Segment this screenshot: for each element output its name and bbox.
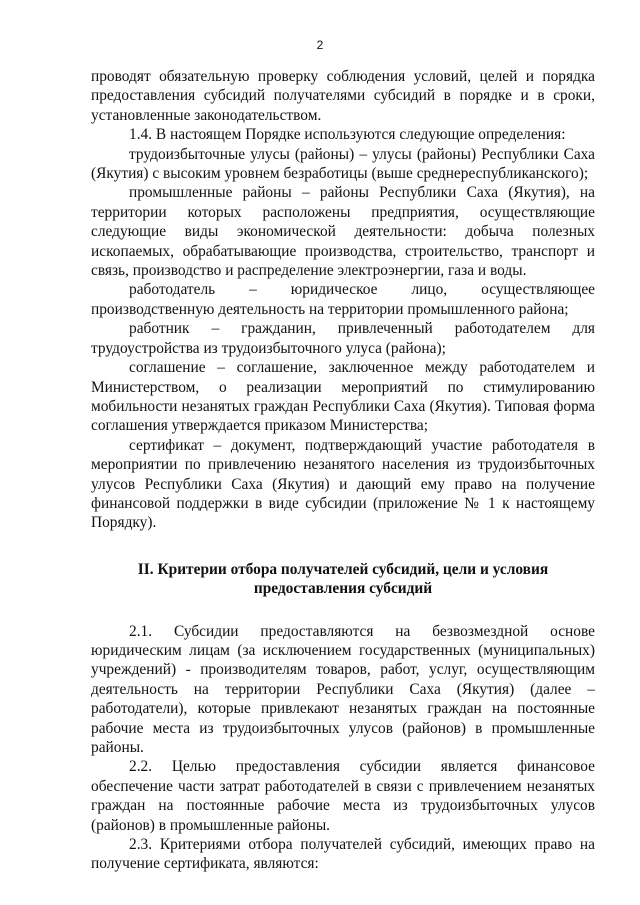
section-heading-line2: предоставления субсидий: [253, 580, 433, 598]
paragraph-definition-agreement: соглашение – соглашение, заключенное между работодателем и Министерством, о реализации мероприятий по стимулированию мобильности незанятых граждан Республики Саха (Якутия). Типовая форма соглашения утверждается приказом Министерства;: [91, 359, 595, 435]
section-heading: [91, 560, 595, 599]
section-heading-line1: II. Критерии отбора получателей субсидий, цели и условия: [137, 560, 549, 578]
document-body: [91, 67, 595, 874]
paragraph-definition-industrial-districts: промышленные районы – районы Республики Саха (Якутия), на территории которых расположены предприятия, осуществляющие следующие виды экономической деятельности: добыча полезных ископаемых, обрабатывающие производства, строительство, транспорт и связь, производство и распределение электроэнергии, газа и воды.: [91, 184, 595, 280]
paragraph-definitions-intro: 1.4. В настоящем Порядке используются следующие определения:: [129, 126, 566, 144]
paragraph-2-2: 2.2. Целью предоставления субсидии является финансовое обеспечение части затрат работодателей в связи с привлечением незанятых граждан на постоянные рабочие места из трудоизбыточных улусов (районов) в промышленные районы.: [91, 758, 595, 834]
page-number: 2: [316, 38, 324, 52]
paragraph-2-1: 2.1. Субсидии предоставляются на безвозмездной основе юридическим лицам (за исключением государственных (муниципальных) учреждений) - производителям товаров, работ, услуг, осуществляющим деятельность на территории Республики Саха (Якутия) (далее – работодатели), которые привлекают незанятых граждан на постоянные рабочие места из трудоизбыточных улусов (районов) в промышленные районы.: [91, 622, 595, 756]
paragraph-definition-certificate: сертификат – документ, подтверждающий участие работодателя в мероприятии по привлечению незанятого населения из трудоизбыточных улусов Республики Саха (Якутия) и дающий ему право на получение финансовой поддержки в виде субсидии (приложение № 1 к настоящему Порядку).: [91, 436, 595, 532]
paragraph-2-3: 2.3. Критериями отбора получателей субсидий, имеющих право на получение сертификата, являются:: [91, 836, 595, 873]
paragraph-definition-labor-surplus: трудоизбыточные улусы (районы) – улусы (районы) Республики Саха (Якутия) с высоким уровнем безработицы (выше среднереспубликанского);: [91, 145, 595, 183]
paragraph-definition-employee: работник – гражданин, привлеченный работодателем для трудоустройства из трудоизбыточного улуса (района);: [91, 320, 595, 357]
paragraph-continuation: проводят обязательную проверку соблюдения условий, целей и порядка предоставления субсидий получателями субсидий в порядке и в сроки, установленные законодательством.: [91, 68, 595, 124]
paragraph-definition-employer: работодатель – юридическое лицо, осуществляющее производственную деятельность на территории промышленного района;: [91, 281, 595, 318]
